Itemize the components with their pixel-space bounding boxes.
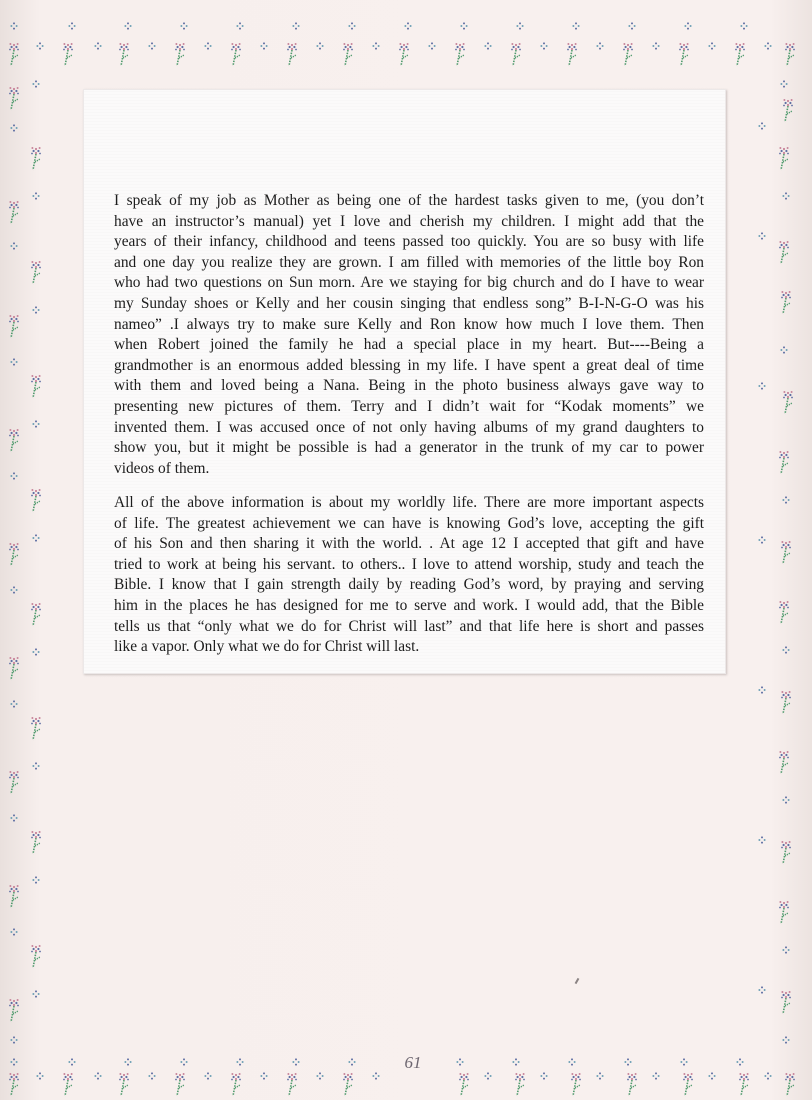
- paragraph-line: All of the above information is about my worldly life. There are more important aspects: [114, 494, 704, 511]
- paragraph-faith: [114, 493, 704, 658]
- paragraph-line: years of their infancy, childhood and teens passed too quickly. You are so busy with life: [114, 233, 704, 251]
- paragraph-line: tells us that “only what we do for Christ will last” and that life here is short and passes: [114, 617, 704, 635]
- paragraph-line: nameo” .I always try to make sure Kelly and Ron know how much I love them. Then: [114, 315, 704, 333]
- paragraph-line: my Sunday shoes or Kelly and her cousin singing that endless song” B-I-N-G-O was his: [114, 294, 704, 312]
- paragraph-line: presenting new pictures of them. Terry and I didn’t wait for “Kodak moments” we: [114, 397, 704, 415]
- paragraph-line: have an instructor’s manual) yet I love and cherish my children. I might add that the: [114, 212, 704, 230]
- paragraph-line: I speak of my job as Mother as being one of the hardest tasks given to me, (you don’t: [114, 192, 704, 209]
- paragraph-line: when Robert joined the family he had a special place in my heart. But----Being a: [114, 336, 704, 354]
- paragraph-line: of life. The greatest achievement we can have is knowing God’s love, accepting the gift: [114, 514, 704, 532]
- pencil-mark: [575, 978, 580, 984]
- paragraph-line: show you, but it might be possible is had a generator in the trunk of my car to power: [114, 439, 704, 457]
- paragraph-line: like a vapor. Only what we do for Christ will last.: [114, 638, 420, 656]
- pasted-text-sheet: [83, 89, 726, 674]
- paragraph-line: videos of them.: [114, 459, 210, 477]
- paragraph-line: grandmother is an enormous added blessing in my life. I have spent a great deal of time: [114, 356, 704, 374]
- paragraph-line: and one day you realize they are grown. I am filled with memories of the little boy Ron: [114, 253, 704, 271]
- paragraph-line: him in the places he has designed for me to serve and work. I would add, that the Bible: [114, 596, 704, 614]
- paragraph-line: invented them. I was accused once of not only having albums of my grand daughters to: [114, 418, 704, 436]
- paragraph-line: with them and loved being a Nana. Being in the photo business always gave way to: [114, 377, 704, 395]
- page-number: 61: [404, 1053, 422, 1072]
- paragraph-line: of his Son and then sharing it with the world. . At age 12 I accepted that gift and have: [114, 535, 704, 553]
- paragraph-line: tried to work at being his servant. to others.. I love to attend worship, study and teach the: [114, 555, 704, 573]
- paragraph-line: who had two questions on Sun morn. Are we staying for big church and do I have to wear: [114, 274, 704, 292]
- paragraph-motherhood: [114, 191, 704, 479]
- paragraph-line: Bible. I know that I gain strength daily by reading God’s word, by praying and serving: [114, 576, 704, 594]
